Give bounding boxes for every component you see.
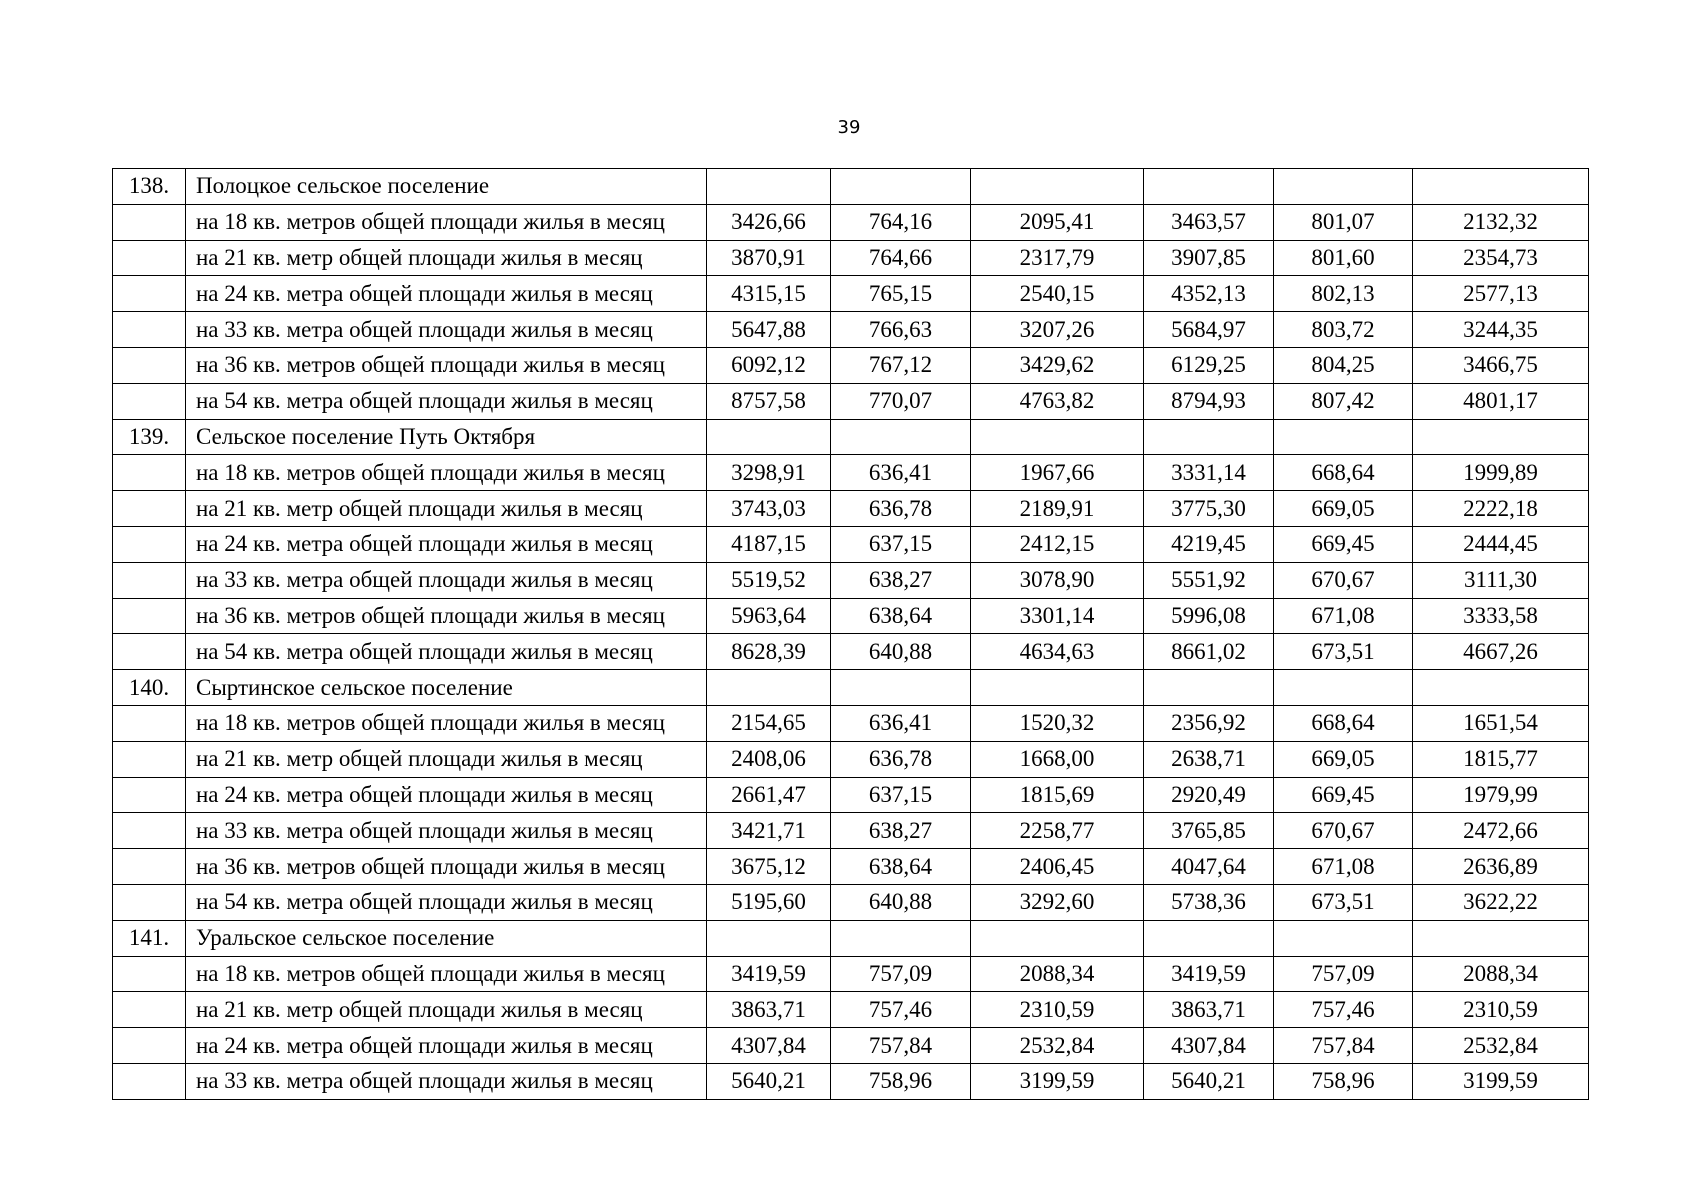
row-label: на 33 кв. метра общей площади жилья в месяц <box>186 813 707 849</box>
value-cell: 3199,59 <box>1413 1063 1589 1099</box>
value-cell: 757,09 <box>831 956 971 992</box>
value-cell: 2222,18 <box>1413 491 1589 527</box>
value-cell: 3743,03 <box>707 491 831 527</box>
row-label: на 18 кв. метров общей площади жилья в месяц <box>186 455 707 491</box>
value-cell: 3419,59 <box>707 956 831 992</box>
empty-cell <box>1274 920 1413 956</box>
value-cell: 758,96 <box>831 1063 971 1099</box>
value-cell: 801,07 <box>1274 204 1413 240</box>
value-cell: 3199,59 <box>971 1063 1144 1099</box>
row-label: на 21 кв. метр общей площади жилья в месяц <box>186 491 707 527</box>
empty-number-cell <box>113 312 186 348</box>
value-cell: 4187,15 <box>707 526 831 562</box>
value-cell: 6129,25 <box>1144 347 1274 383</box>
value-cell: 3907,85 <box>1144 240 1274 276</box>
value-cell: 1815,69 <box>971 777 1144 813</box>
empty-number-cell <box>113 526 186 562</box>
value-cell: 757,84 <box>831 1028 971 1064</box>
value-cell: 5647,88 <box>707 312 831 348</box>
empty-number-cell <box>113 204 186 240</box>
empty-number-cell <box>113 383 186 419</box>
value-cell: 2472,66 <box>1413 813 1589 849</box>
empty-cell <box>831 419 971 455</box>
value-cell: 767,12 <box>831 347 971 383</box>
value-cell: 1967,66 <box>971 455 1144 491</box>
table-row <box>113 741 1589 777</box>
value-cell: 673,51 <box>1274 884 1413 920</box>
value-cell: 640,88 <box>831 884 971 920</box>
value-cell: 2661,47 <box>707 777 831 813</box>
group-name: Полоцкое сельское поселение <box>186 169 707 205</box>
row-label: на 36 кв. метров общей площади жилья в месяц <box>186 598 707 634</box>
empty-number-cell <box>113 491 186 527</box>
value-cell: 1815,77 <box>1413 741 1589 777</box>
group-number: 139. <box>113 419 186 455</box>
table-row <box>113 884 1589 920</box>
value-cell: 669,45 <box>1274 526 1413 562</box>
group-name: Сельское поселение Путь Октября <box>186 419 707 455</box>
value-cell: 636,41 <box>831 705 971 741</box>
row-label: на 24 кв. метра общей площади жилья в месяц <box>186 276 707 312</box>
row-label: на 54 кв. метра общей площади жилья в месяц <box>186 383 707 419</box>
empty-number-cell <box>113 1063 186 1099</box>
group-header-row <box>113 670 1589 706</box>
value-cell: 6092,12 <box>707 347 831 383</box>
value-cell: 8628,39 <box>707 634 831 670</box>
value-cell: 4307,84 <box>1144 1028 1274 1064</box>
group-header-row <box>113 169 1589 205</box>
value-cell: 8794,93 <box>1144 383 1274 419</box>
value-cell: 3331,14 <box>1144 455 1274 491</box>
group-header-row <box>113 419 1589 455</box>
empty-cell <box>971 419 1144 455</box>
empty-number-cell <box>113 598 186 634</box>
value-cell: 757,46 <box>831 992 971 1028</box>
value-cell: 2189,91 <box>971 491 1144 527</box>
table-row <box>113 491 1589 527</box>
value-cell: 3863,71 <box>707 992 831 1028</box>
empty-cell <box>707 670 831 706</box>
empty-cell <box>1144 169 1274 205</box>
value-cell: 3463,57 <box>1144 204 1274 240</box>
value-cell: 638,64 <box>831 598 971 634</box>
value-cell: 2636,89 <box>1413 849 1589 885</box>
empty-number-cell <box>113 992 186 1028</box>
value-cell: 2412,15 <box>971 526 1144 562</box>
value-cell: 3421,71 <box>707 813 831 849</box>
empty-cell <box>707 419 831 455</box>
value-cell: 4667,26 <box>1413 634 1589 670</box>
value-cell: 8661,02 <box>1144 634 1274 670</box>
empty-cell <box>1274 419 1413 455</box>
empty-cell <box>1413 169 1589 205</box>
empty-cell <box>971 670 1144 706</box>
row-label: на 54 кв. метра общей площади жилья в месяц <box>186 884 707 920</box>
value-cell: 804,25 <box>1274 347 1413 383</box>
table-row <box>113 562 1589 598</box>
empty-cell <box>1274 169 1413 205</box>
page-number: 39 <box>837 117 861 138</box>
value-cell: 770,07 <box>831 383 971 419</box>
value-cell: 3765,85 <box>1144 813 1274 849</box>
table-body <box>113 169 1589 1100</box>
table-row <box>113 1028 1589 1064</box>
row-label: на 18 кв. метров общей площади жилья в месяц <box>186 204 707 240</box>
value-cell: 5963,64 <box>707 598 831 634</box>
value-cell: 638,27 <box>831 562 971 598</box>
value-cell: 673,51 <box>1274 634 1413 670</box>
table-row <box>113 705 1589 741</box>
value-cell: 3298,91 <box>707 455 831 491</box>
empty-cell <box>971 169 1144 205</box>
value-cell: 4315,15 <box>707 276 831 312</box>
value-cell: 8757,58 <box>707 383 831 419</box>
empty-cell <box>707 169 831 205</box>
empty-cell <box>1144 670 1274 706</box>
value-cell: 638,27 <box>831 813 971 849</box>
value-cell: 1520,32 <box>971 705 1144 741</box>
value-cell: 2920,49 <box>1144 777 1274 813</box>
row-label: на 36 кв. метров общей площади жилья в месяц <box>186 347 707 383</box>
value-cell: 3870,91 <box>707 240 831 276</box>
value-cell: 5684,97 <box>1144 312 1274 348</box>
value-cell: 2532,84 <box>1413 1028 1589 1064</box>
empty-cell <box>707 920 831 956</box>
value-cell: 2088,34 <box>971 956 1144 992</box>
value-cell: 2317,79 <box>971 240 1144 276</box>
value-cell: 3419,59 <box>1144 956 1274 992</box>
value-cell: 637,15 <box>831 526 971 562</box>
value-cell: 3426,66 <box>707 204 831 240</box>
empty-number-cell <box>113 741 186 777</box>
table-row <box>113 312 1589 348</box>
value-cell: 2354,73 <box>1413 240 1589 276</box>
row-label: на 24 кв. метра общей площади жилья в месяц <box>186 526 707 562</box>
empty-cell <box>1413 670 1589 706</box>
value-cell: 807,42 <box>1274 383 1413 419</box>
row-label: на 24 кв. метра общей площади жилья в месяц <box>186 1028 707 1064</box>
value-cell: 5640,21 <box>707 1063 831 1099</box>
group-number: 138. <box>113 169 186 205</box>
value-cell: 2132,32 <box>1413 204 1589 240</box>
row-label: на 18 кв. метров общей площади жилья в месяц <box>186 956 707 992</box>
value-cell: 3207,26 <box>971 312 1144 348</box>
row-label: на 24 кв. метра общей площади жилья в месяц <box>186 777 707 813</box>
value-cell: 5996,08 <box>1144 598 1274 634</box>
value-cell: 3466,75 <box>1413 347 1589 383</box>
row-label: на 54 кв. метра общей площади жилья в месяц <box>186 634 707 670</box>
row-label: на 33 кв. метра общей площади жилья в месяц <box>186 562 707 598</box>
value-cell: 669,05 <box>1274 741 1413 777</box>
empty-cell <box>1144 920 1274 956</box>
value-cell: 638,64 <box>831 849 971 885</box>
value-cell: 5195,60 <box>707 884 831 920</box>
value-cell: 1979,99 <box>1413 777 1589 813</box>
empty-cell <box>831 920 971 956</box>
value-cell: 5519,52 <box>707 562 831 598</box>
value-cell: 2258,77 <box>971 813 1144 849</box>
table-row <box>113 1063 1589 1099</box>
value-cell: 5738,36 <box>1144 884 1274 920</box>
value-cell: 3292,60 <box>971 884 1144 920</box>
value-cell: 764,66 <box>831 240 971 276</box>
value-cell: 3301,14 <box>971 598 1144 634</box>
value-cell: 5640,21 <box>1144 1063 1274 1099</box>
value-cell: 668,64 <box>1274 705 1413 741</box>
group-name: Сыртинское сельское поселение <box>186 670 707 706</box>
table-row <box>113 526 1589 562</box>
table-row <box>113 813 1589 849</box>
empty-number-cell <box>113 347 186 383</box>
value-cell: 636,41 <box>831 455 971 491</box>
table-row <box>113 383 1589 419</box>
value-cell: 3622,22 <box>1413 884 1589 920</box>
row-label: на 33 кв. метра общей площади жилья в месяц <box>186 1063 707 1099</box>
value-cell: 4352,13 <box>1144 276 1274 312</box>
empty-number-cell <box>113 705 186 741</box>
value-cell: 1651,54 <box>1413 705 1589 741</box>
value-cell: 4801,17 <box>1413 383 1589 419</box>
value-cell: 2154,65 <box>707 705 831 741</box>
empty-number-cell <box>113 956 186 992</box>
table-row <box>113 956 1589 992</box>
value-cell: 802,13 <box>1274 276 1413 312</box>
value-cell: 4219,45 <box>1144 526 1274 562</box>
value-cell: 801,60 <box>1274 240 1413 276</box>
value-cell: 670,67 <box>1274 813 1413 849</box>
value-cell: 2444,45 <box>1413 526 1589 562</box>
value-cell: 637,15 <box>831 777 971 813</box>
value-cell: 671,08 <box>1274 598 1413 634</box>
table-row <box>113 992 1589 1028</box>
value-cell: 3775,30 <box>1144 491 1274 527</box>
value-cell: 668,64 <box>1274 455 1413 491</box>
table-row <box>113 777 1589 813</box>
value-cell: 4763,82 <box>971 383 1144 419</box>
group-name: Уральское сельское поселение <box>186 920 707 956</box>
value-cell: 636,78 <box>831 741 971 777</box>
value-cell: 670,67 <box>1274 562 1413 598</box>
tariff-table <box>112 168 1589 1100</box>
value-cell: 640,88 <box>831 634 971 670</box>
table-row <box>113 634 1589 670</box>
value-cell: 758,96 <box>1274 1063 1413 1099</box>
value-cell: 3863,71 <box>1144 992 1274 1028</box>
empty-number-cell <box>113 813 186 849</box>
empty-cell <box>1274 670 1413 706</box>
value-cell: 2408,06 <box>707 741 831 777</box>
empty-cell <box>971 920 1144 956</box>
row-label: на 21 кв. метр общей площади жилья в месяц <box>186 240 707 276</box>
value-cell: 4634,63 <box>971 634 1144 670</box>
empty-number-cell <box>113 1028 186 1064</box>
empty-cell <box>1413 920 1589 956</box>
row-label: на 18 кв. метров общей площади жилья в месяц <box>186 705 707 741</box>
value-cell: 669,05 <box>1274 491 1413 527</box>
value-cell: 1999,89 <box>1413 455 1589 491</box>
value-cell: 4047,64 <box>1144 849 1274 885</box>
value-cell: 766,63 <box>831 312 971 348</box>
row-label: на 21 кв. метр общей площади жилья в месяц <box>186 992 707 1028</box>
empty-cell <box>1144 419 1274 455</box>
value-cell: 3078,90 <box>971 562 1144 598</box>
value-cell: 3111,30 <box>1413 562 1589 598</box>
row-label: на 36 кв. метров общей площади жилья в месяц <box>186 849 707 885</box>
table-row <box>113 849 1589 885</box>
table-row <box>113 347 1589 383</box>
table-row <box>113 455 1589 491</box>
value-cell: 2540,15 <box>971 276 1144 312</box>
value-cell: 671,08 <box>1274 849 1413 885</box>
empty-number-cell <box>113 562 186 598</box>
value-cell: 3429,62 <box>971 347 1144 383</box>
value-cell: 2095,41 <box>971 204 1144 240</box>
empty-cell <box>831 670 971 706</box>
table-row <box>113 204 1589 240</box>
table-row <box>113 598 1589 634</box>
value-cell: 757,46 <box>1274 992 1413 1028</box>
value-cell: 2406,45 <box>971 849 1144 885</box>
table-row <box>113 276 1589 312</box>
empty-cell <box>1413 419 1589 455</box>
value-cell: 1668,00 <box>971 741 1144 777</box>
row-label: на 33 кв. метра общей площади жилья в месяц <box>186 312 707 348</box>
empty-cell <box>831 169 971 205</box>
value-cell: 636,78 <box>831 491 971 527</box>
group-header-row <box>113 920 1589 956</box>
value-cell: 2577,13 <box>1413 276 1589 312</box>
empty-number-cell <box>113 276 186 312</box>
value-cell: 765,15 <box>831 276 971 312</box>
value-cell: 2088,34 <box>1413 956 1589 992</box>
table-row <box>113 240 1589 276</box>
empty-number-cell <box>113 849 186 885</box>
value-cell: 2638,71 <box>1144 741 1274 777</box>
value-cell: 2310,59 <box>1413 992 1589 1028</box>
row-label: на 21 кв. метр общей площади жилья в месяц <box>186 741 707 777</box>
value-cell: 3244,35 <box>1413 312 1589 348</box>
value-cell: 757,84 <box>1274 1028 1413 1064</box>
empty-number-cell <box>113 240 186 276</box>
value-cell: 4307,84 <box>707 1028 831 1064</box>
value-cell: 764,16 <box>831 204 971 240</box>
value-cell: 803,72 <box>1274 312 1413 348</box>
value-cell: 5551,92 <box>1144 562 1274 598</box>
value-cell: 2310,59 <box>971 992 1144 1028</box>
value-cell: 669,45 <box>1274 777 1413 813</box>
empty-number-cell <box>113 884 186 920</box>
empty-number-cell <box>113 777 186 813</box>
group-number: 140. <box>113 670 186 706</box>
group-number: 141. <box>113 920 186 956</box>
empty-number-cell <box>113 455 186 491</box>
value-cell: 757,09 <box>1274 956 1413 992</box>
value-cell: 2356,92 <box>1144 705 1274 741</box>
value-cell: 2532,84 <box>971 1028 1144 1064</box>
empty-number-cell <box>113 634 186 670</box>
value-cell: 3333,58 <box>1413 598 1589 634</box>
value-cell: 3675,12 <box>707 849 831 885</box>
